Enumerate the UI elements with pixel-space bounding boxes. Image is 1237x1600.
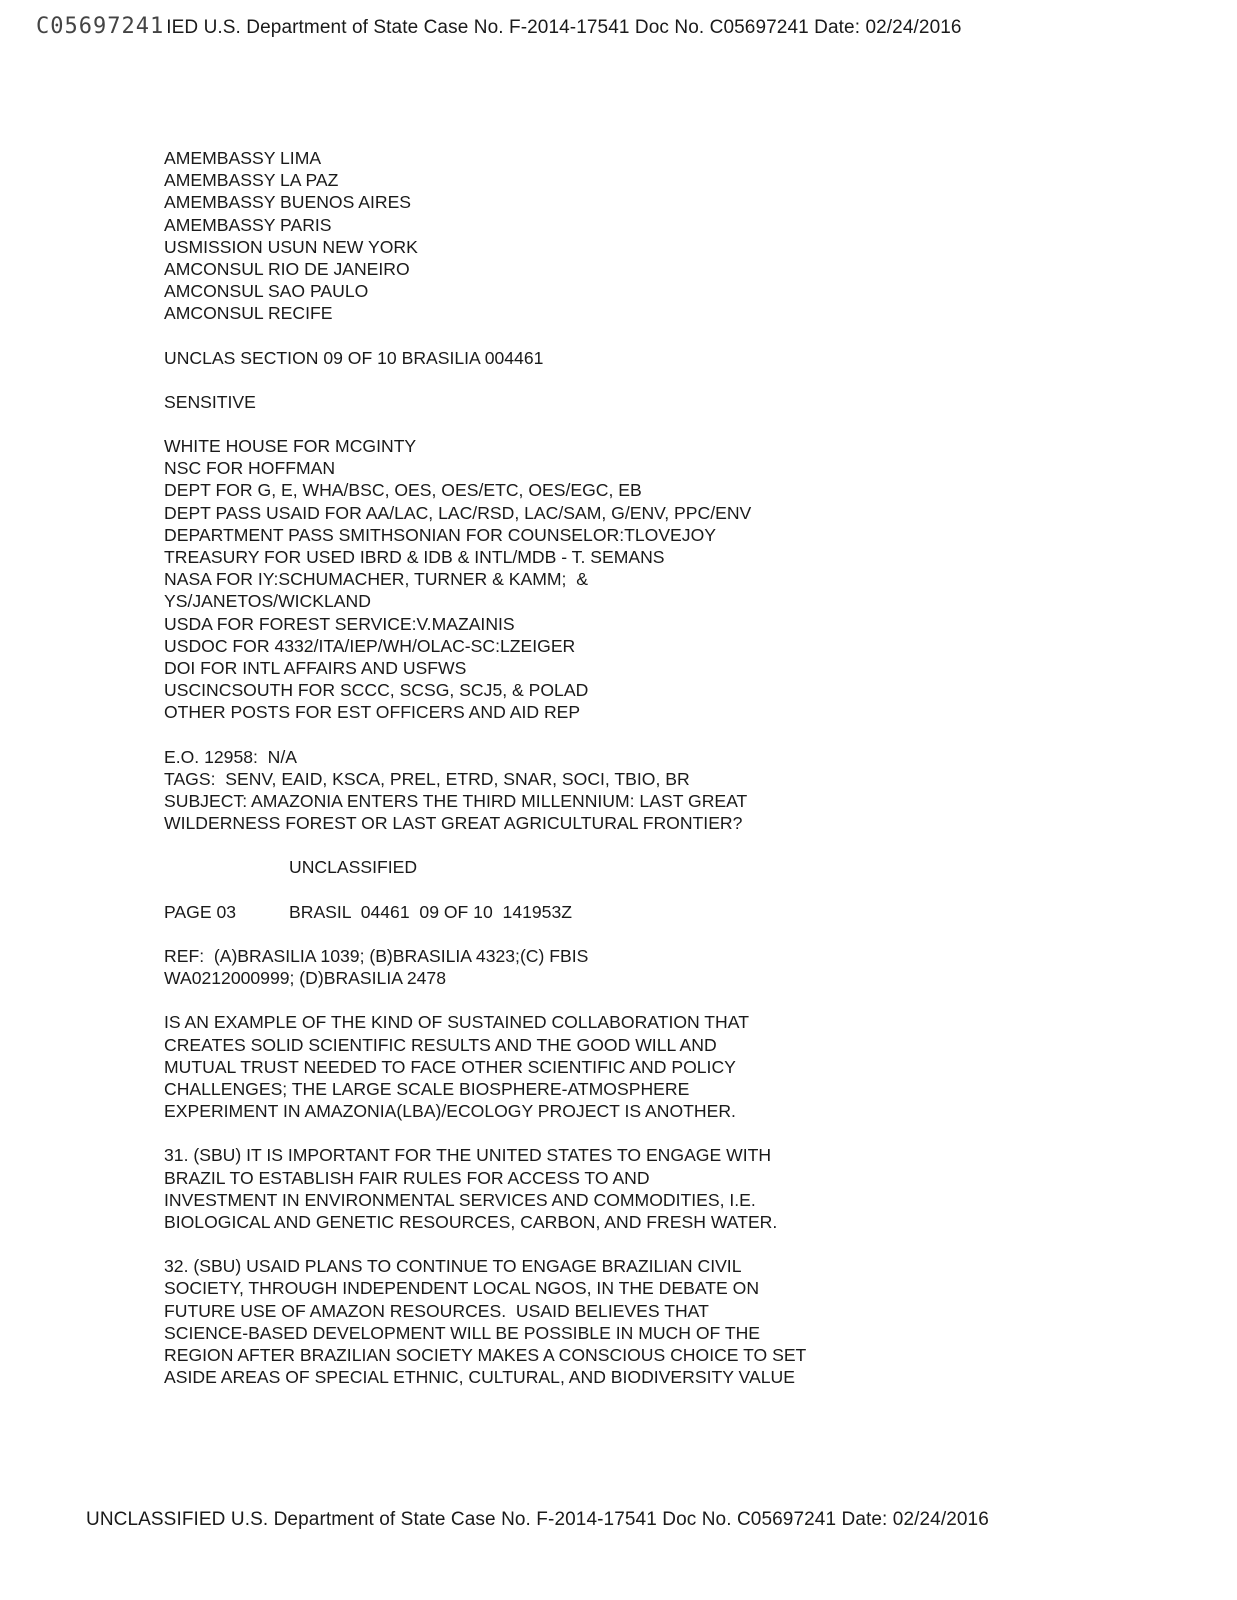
paragraph-line: CHALLENGES; THE LARGE SCALE BIOSPHERE-ATMOSPHERE — [164, 1078, 690, 1099]
addressee-line: AMEMBASSY LA PAZ — [164, 170, 339, 191]
routing-list — [164, 435, 1174, 724]
header-text: IED U.S. Department of State Case No. F-2014-17541 Doc No. C05697241 Date: 02/24/2016 — [166, 17, 962, 38]
addressee-list — [164, 147, 1174, 325]
page-footer: UNCLASSIFIED U.S. Department of State Case No. F-2014-17541 Doc No. C05697241 Date: 02/24/2016 — [86, 1509, 989, 1530]
paragraph-line: 32. (SBU) USAID PLANS TO CONTINUE TO ENGAGE BRAZILIAN CIVIL — [164, 1256, 742, 1277]
paragraph-line: SOCIETY, THROUGH INDEPENDENT LOCAL NGOS, IN THE DEBATE ON — [164, 1278, 760, 1299]
paragraph-line: FUTURE USE OF AMAZON RESOURCES. USAID BELIEVES THAT — [164, 1300, 709, 1321]
paragraph-line: CREATES SOLID SCIENTIFIC RESULTS AND THE GOOD WILL AND — [164, 1034, 717, 1055]
routing-line: USDA FOR FOREST SERVICE:V.MAZAINIS — [164, 613, 515, 634]
addressee-line: AMEMBASSY PARIS — [164, 214, 332, 235]
paragraph — [164, 1255, 1174, 1388]
paragraph-line: 31. (SBU) IT IS IMPORTANT FOR THE UNITED STATES TO ENGAGE WITH — [164, 1145, 772, 1166]
routing-line: USDOC FOR 4332/ITA/IEP/WH/OLAC-SC:LZEIGER — [164, 635, 576, 656]
paragraph — [164, 1011, 1174, 1122]
paragraph-line: ASIDE AREAS OF SPECIAL ETHNIC, CULTURAL, AND BIODIVERSITY VALUE — [164, 1367, 795, 1388]
routing-line: DEPT PASS USAID FOR AA/LAC, LAC/RSD, LAC/SAM, G/ENV, PPC/ENV — [164, 502, 752, 523]
page-line-text: BRASIL 04461 09 OF 10 141953Z — [289, 901, 572, 922]
addressee-line: AMEMBASSY LIMA — [164, 148, 322, 168]
routing-line: NASA FOR IY:SCHUMACHER, TURNER & KAMM; & — [164, 569, 588, 590]
routing-line: TREASURY FOR USED IBRD & IDB & INTL/MDB - T. SEMANS — [164, 547, 665, 568]
subject-line: SUBJECT: AMAZONIA ENTERS THE THIRD MILLENNIUM: LAST GREAT — [164, 791, 748, 812]
doc-id-stamp: C05697241 — [36, 14, 165, 39]
ref-block — [164, 945, 1174, 989]
paragraph-line: INVESTMENT IN ENVIRONMENTAL SERVICES AND COMMODITIES, I.E. — [164, 1189, 756, 1210]
eo-line: E.O. 12958: N/A — [164, 746, 298, 767]
cable-meta — [164, 746, 1174, 835]
document-body — [164, 147, 1174, 1388]
addressee-line: AMCONSUL RECIFE — [164, 303, 333, 324]
paragraph-line: MUTUAL TRUST NEEDED TO FACE OTHER SCIENTIFIC AND POLICY — [164, 1056, 736, 1077]
routing-line: DEPT FOR G, E, WHA/BSC, OES, OES/ETC, OES/EGC, EB — [164, 480, 642, 501]
routing-line: DOI FOR INTL AFFAIRS AND USFWS — [164, 658, 467, 679]
ref-line: WA0212000999; (D)BRASILIA 2478 — [164, 968, 446, 989]
routing-line: USCINCSOUTH FOR SCCC, SCSG, SCJ5, & POLAD — [164, 680, 589, 701]
addressee-line: USMISSION USUN NEW YORK — [164, 236, 418, 257]
paragraph-line: EXPERIMENT IN AMAZONIA(LBA)/ECOLOGY PROJECT IS ANOTHER. — [164, 1101, 736, 1122]
routing-line: DEPARTMENT PASS SMITHSONIAN FOR COUNSELOR:TLOVEJOY — [164, 524, 717, 545]
classification-marking: UNCLASSIFIED — [289, 857, 418, 878]
page-line — [164, 901, 1174, 923]
page-label: PAGE 03 — [164, 901, 237, 922]
page-header — [36, 14, 1216, 39]
routing-line: WHITE HOUSE FOR MCGINTY — [164, 436, 417, 457]
paragraph-line: BIOLOGICAL AND GENETIC RESOURCES, CARBON, AND FRESH WATER. — [164, 1211, 778, 1232]
addressee-line: AMEMBASSY BUENOS AIRES — [164, 192, 412, 213]
section-line: UNCLAS SECTION 09 OF 10 BRASILIA 004461 — [164, 347, 544, 368]
sensitivity-marking: SENSITIVE — [164, 391, 256, 412]
paragraph-line: REGION AFTER BRAZILIAN SOCIETY MAKES A CONSCIOUS CHOICE TO SET — [164, 1344, 807, 1365]
paragraph-line: SCIENCE-BASED DEVELOPMENT WILL BE POSSIBLE IN MUCH OF THE — [164, 1322, 761, 1343]
paragraph-line: BRAZIL TO ESTABLISH FAIR RULES FOR ACCESS TO AND — [164, 1167, 650, 1188]
tags-line: TAGS: SENV, EAID, KSCA, PREL, ETRD, SNAR, SOCI, TBIO, BR — [164, 768, 690, 789]
routing-line: OTHER POSTS FOR EST OFFICERS AND AID REP — [164, 702, 581, 723]
paragraph — [164, 1144, 1174, 1233]
routing-line: NSC FOR HOFFMAN — [164, 458, 336, 479]
paragraph-line: IS AN EXAMPLE OF THE KIND OF SUSTAINED COLLABORATION THAT — [164, 1012, 749, 1033]
routing-line: YS/JANETOS/WICKLAND — [164, 591, 371, 612]
subject-line: WILDERNESS FOREST OR LAST GREAT AGRICULTURAL FRONTIER? — [164, 813, 743, 834]
addressee-line: AMCONSUL RIO DE JANEIRO — [164, 259, 410, 280]
ref-line: REF: (A)BRASILIA 1039; (B)BRASILIA 4323;(C) FBIS — [164, 945, 589, 966]
addressee-line: AMCONSUL SAO PAULO — [164, 281, 369, 302]
